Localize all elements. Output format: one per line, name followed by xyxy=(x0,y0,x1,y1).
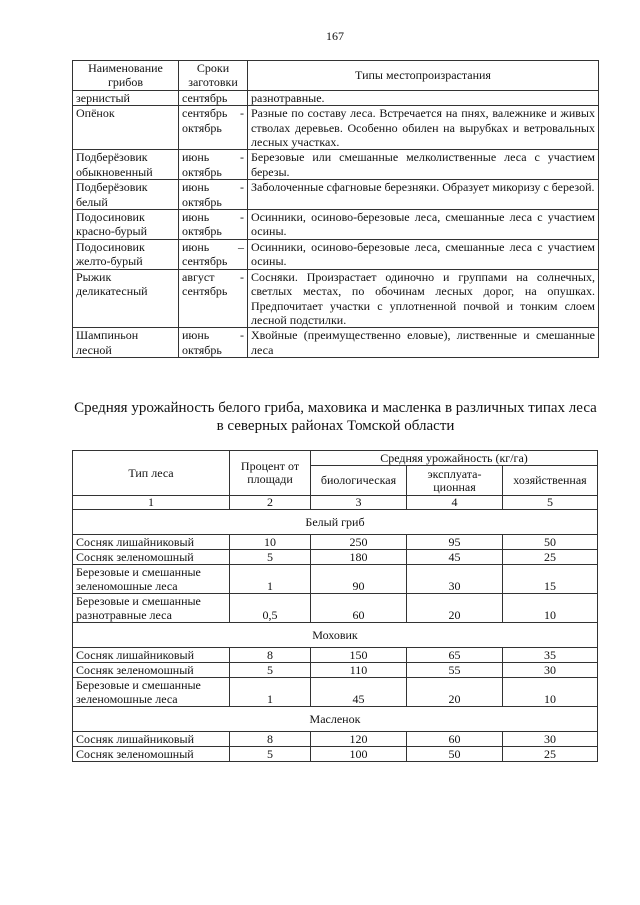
exploitation-yield: 20 xyxy=(407,594,503,623)
table-row xyxy=(73,180,599,210)
harvest-period: сентябрь xyxy=(179,90,248,105)
yield-table xyxy=(72,450,598,762)
table-row xyxy=(73,663,598,678)
table-row xyxy=(73,535,598,550)
mushroom-name: Шампиньон лесной xyxy=(73,328,179,358)
group-header-row xyxy=(73,623,598,648)
header-percent: Процент от площади xyxy=(230,451,311,496)
header-habitat: Типы местопроизрастания xyxy=(248,61,599,91)
harvest-period: июнь - октябрь xyxy=(179,328,248,358)
habitat: Осинники, осиново-березовые леса, смешанные леса с участием осины. xyxy=(248,210,599,240)
habitat: Разные по составу леса. Встречается на пнях, валежнике и живых стволах деревьев. Особенно обилен на вырубках и ветровальных лесных участках. xyxy=(248,106,599,150)
habitat: Заболоченные сфагновые березняки. Образует микоризу с березой. xyxy=(248,180,599,210)
forest-type: Березовые и смешанные зеленомошные леса xyxy=(73,678,230,707)
forest-type: Сосняк зеленомошный xyxy=(73,747,230,762)
table-row xyxy=(73,594,598,623)
table-row xyxy=(73,678,598,707)
header-biological: биологическая xyxy=(311,466,407,496)
percent-of-area: 1 xyxy=(230,678,311,707)
harvest-period: сентябрь - октябрь xyxy=(179,106,248,150)
habitat: Осинники, осиново-березовые леса, смешанные леса с участием осины. xyxy=(248,239,599,269)
biological-yield: 180 xyxy=(311,550,407,565)
mushroom-name: Подберёзовик обыкновенный xyxy=(73,150,179,180)
group-header-row xyxy=(73,510,598,535)
mushroom-name: зернистый xyxy=(73,90,179,105)
habitat: Сосняки. Произрастает одиночно и группами на солнечных, светлых местах, по обочинам лесных дорог, на опушках. Предпочитает участки с уплотненной почвой и тонким слоем лесной подстилки. xyxy=(248,269,599,328)
harvest-period: июнь - октябрь xyxy=(179,180,248,210)
percent-of-area: 8 xyxy=(230,732,311,747)
header-avg-yield: Средняя урожайность (кг/га) xyxy=(311,451,598,466)
harvest-period: август - сентябрь xyxy=(179,269,248,328)
table-header-row xyxy=(73,61,599,91)
mushroom-group-name: Масленок xyxy=(73,707,598,732)
economic-yield: 10 xyxy=(503,594,598,623)
harvest-period: июнь - октябрь xyxy=(179,150,248,180)
mushroom-group-name: Белый гриб xyxy=(73,510,598,535)
table-row xyxy=(73,648,598,663)
column-number: 3 xyxy=(311,496,407,510)
table-row xyxy=(73,747,598,762)
forest-type: Березовые и смешанные зеленомошные леса xyxy=(73,565,230,594)
habitat: Березовые или смешанные мелколиственные леса с участием березы. xyxy=(248,150,599,180)
percent-of-area: 5 xyxy=(230,663,311,678)
economic-yield: 10 xyxy=(503,678,598,707)
mushroom-name: Подберёзовик белый xyxy=(73,180,179,210)
table-row xyxy=(73,565,598,594)
header-economic: хозяйственная xyxy=(503,466,598,496)
biological-yield: 120 xyxy=(311,732,407,747)
economic-yield: 30 xyxy=(503,663,598,678)
harvest-period: июнь - октябрь xyxy=(179,210,248,240)
mushroom-name: Рыжик деликатесный xyxy=(73,269,179,328)
exploitation-yield: 20 xyxy=(407,678,503,707)
economic-yield: 25 xyxy=(503,550,598,565)
biological-yield: 90 xyxy=(311,565,407,594)
mushroom-group-name: Моховик xyxy=(73,623,598,648)
column-number: 5 xyxy=(503,496,598,510)
mushroom-habitat-table xyxy=(72,60,599,358)
economic-yield: 35 xyxy=(503,648,598,663)
biological-yield: 250 xyxy=(311,535,407,550)
mushroom-name: Опёнок xyxy=(73,106,179,150)
percent-of-area: 0,5 xyxy=(230,594,311,623)
mushroom-name: Подосиновик красно-бурый xyxy=(73,210,179,240)
exploitation-yield: 50 xyxy=(407,747,503,762)
mushroom-name: Подосиновик желто-бурый xyxy=(73,239,179,269)
forest-type: Сосняк зеленомошный xyxy=(73,550,230,565)
forest-type: Сосняк лишайниковый xyxy=(73,535,230,550)
table-row xyxy=(73,550,598,565)
percent-of-area: 8 xyxy=(230,648,311,663)
economic-yield: 30 xyxy=(503,732,598,747)
habitat: разнотравные. xyxy=(248,90,599,105)
table-row xyxy=(73,210,599,240)
percent-of-area: 1 xyxy=(230,565,311,594)
forest-type: Березовые и смешанные разнотравные леса xyxy=(73,594,230,623)
forest-type: Сосняк зеленомошный xyxy=(73,663,230,678)
column-number: 4 xyxy=(407,496,503,510)
biological-yield: 60 xyxy=(311,594,407,623)
percent-of-area: 10 xyxy=(230,535,311,550)
header-harvest-period: Сроки заготовки xyxy=(179,61,248,91)
column-number: 1 xyxy=(73,496,230,510)
header-forest-type: Тип леса xyxy=(73,451,230,496)
exploitation-yield: 95 xyxy=(407,535,503,550)
exploitation-yield: 65 xyxy=(407,648,503,663)
habitat: Хвойные (преимущественно еловые), лиственные и смешанные леса xyxy=(248,328,599,358)
exploitation-yield: 45 xyxy=(407,550,503,565)
header-exploitation: эксплуата-ционная xyxy=(407,466,503,496)
page-number: 167 xyxy=(326,29,344,43)
column-number: 2 xyxy=(230,496,311,510)
header-mushroom-name: Наименование грибов xyxy=(73,61,179,91)
economic-yield: 50 xyxy=(503,535,598,550)
table-row xyxy=(73,150,599,180)
economic-yield: 15 xyxy=(503,565,598,594)
economic-yield: 25 xyxy=(503,747,598,762)
percent-of-area: 5 xyxy=(230,550,311,565)
exploitation-yield: 60 xyxy=(407,732,503,747)
table-row xyxy=(73,90,599,105)
table-title: Средняя урожайность белого гриба, маховика и масленка в различных типах леса в северных районах Томской области xyxy=(74,400,597,434)
harvest-period: июнь – сентябрь xyxy=(179,239,248,269)
table-row xyxy=(73,328,599,358)
table-row xyxy=(73,239,599,269)
forest-type: Сосняк лишайниковый xyxy=(73,732,230,747)
biological-yield: 100 xyxy=(311,747,407,762)
percent-of-area: 5 xyxy=(230,747,311,762)
table-row xyxy=(73,732,598,747)
table-row xyxy=(73,106,599,150)
biological-yield: 110 xyxy=(311,663,407,678)
forest-type: Сосняк лишайниковый xyxy=(73,648,230,663)
exploitation-yield: 30 xyxy=(407,565,503,594)
table-row xyxy=(73,269,599,328)
biological-yield: 150 xyxy=(311,648,407,663)
biological-yield: 45 xyxy=(311,678,407,707)
group-header-row xyxy=(73,707,598,732)
exploitation-yield: 55 xyxy=(407,663,503,678)
